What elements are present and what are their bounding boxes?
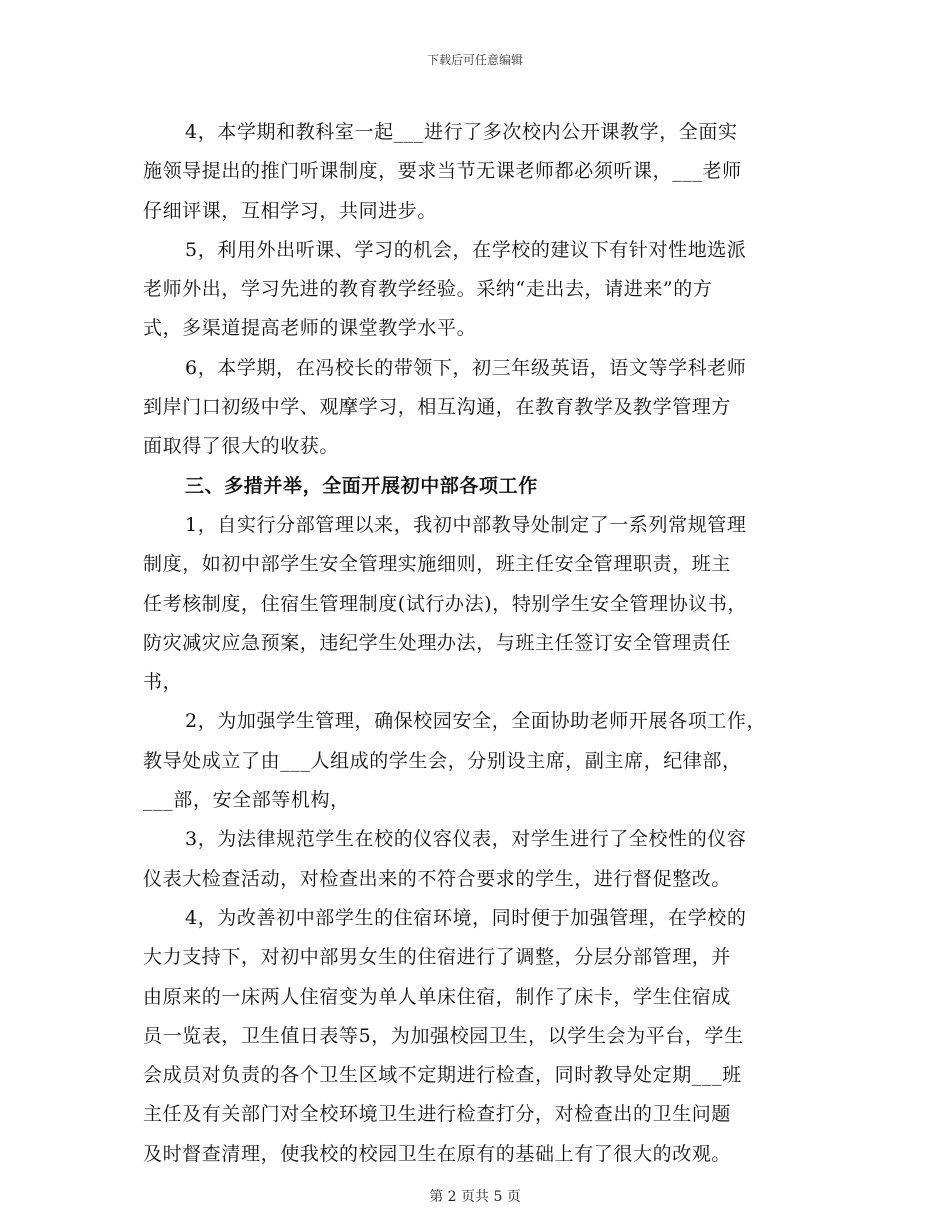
paragraph-line: 防灾减灾应急预案，违纪学生处理办法，与班主任签订安全管理责任 [143, 631, 732, 654]
paragraph-line: 会成员对负责的各个卫生区域不定期进行检查，同时教导处定期___班 [143, 1064, 742, 1087]
paragraph-line: 大力支持下，对初中部男女生的住宿进行了调整，分层分部管理，并 [143, 946, 732, 969]
paragraph-line: 仔细评课，互相学习，共同进步。 [143, 199, 438, 222]
paragraph-line: 任考核制度，住宿生管理制度(试行办法)，特别学生安全管理协议书， [143, 592, 748, 615]
paragraph-line: 3，为法律规范学生在校的仪容仪表，对学生进行了全校性的仪容 [185, 828, 747, 851]
paragraph-line: 6，本学期，在冯校长的带领下，初三年级英语，语文等学科老师 [185, 356, 747, 379]
page-header: 下载后可任意编辑 [426, 53, 523, 67]
document-body [143, 113, 813, 1174]
paragraph-line: 4，为改善初中部学生的住宿环境，同时便于加强管理，在学校的 [185, 906, 747, 929]
paragraph-line: 式，多渠道提高老师的课堂教学水平。 [143, 317, 477, 340]
paragraph-line: 主任及有关部门对全校环境卫生进行检查打分，对检查出的卫生问题 [143, 1103, 732, 1126]
paragraph-line: 1，自实行分部管理以来，我初中部教导处制定了一系列常规管理 [185, 513, 747, 536]
page-footer: 第 2 页共 5 页 [429, 1189, 521, 1205]
paragraph-line: 4，本学期和教科室一起___进行了多次校内公开课教学，全面实 [185, 121, 738, 143]
paragraph-line: 教导处成立了由___人组成的学生会，分别设主席，副主席，纪律部， [143, 749, 742, 772]
paragraph-line: 到岸门口初级中学、观摩学习，相互沟通，在教育教学及教学管理方 [143, 396, 732, 419]
paragraph-line: 及时督查清理，使我校的校园卫生在原有的基础上有了很大的改观。 [143, 1142, 732, 1165]
paragraph-line: 由原来的一床两人住宿变为单人单床住宿，制作了床卡，学生住宿成 [143, 985, 732, 1008]
paragraph-line: 老师外出，学习先进的教育教学经验。采纳“走出去，请进来”的方 [143, 278, 713, 301]
paragraph-line: 2，为加强学生管理，确保校园安全，全面协助老师开展各项工作， [185, 710, 767, 733]
paragraph-line: ___部，安全部等机构， [143, 789, 350, 812]
section-heading: 三、多措并举，全面开展初中部各项工作 [185, 474, 538, 497]
paragraph-line: 5，利用外出听课、学习的机会，在学校的建议下有针对性地选派 [185, 238, 747, 261]
paragraph-line: 书， [143, 671, 183, 694]
paragraph-line: 面取得了很大的收获。 [143, 435, 340, 458]
paragraph-line: 仪表大检查活动，对检查出来的不符合要求的学生，进行督促整改。 [143, 867, 732, 890]
paragraph-line: 施领导提出的推门听课制度，要求当节无课老师都必须听课，___老师 [143, 160, 742, 183]
paragraph-line: 员一览表，卫生值日表等5，为加强校园卫生，以学生会为平台，学生 [143, 1024, 744, 1047]
paragraph-line: 制度，如初中部学生安全管理实施细则，班主任安全管理职责，班主 [143, 553, 732, 576]
